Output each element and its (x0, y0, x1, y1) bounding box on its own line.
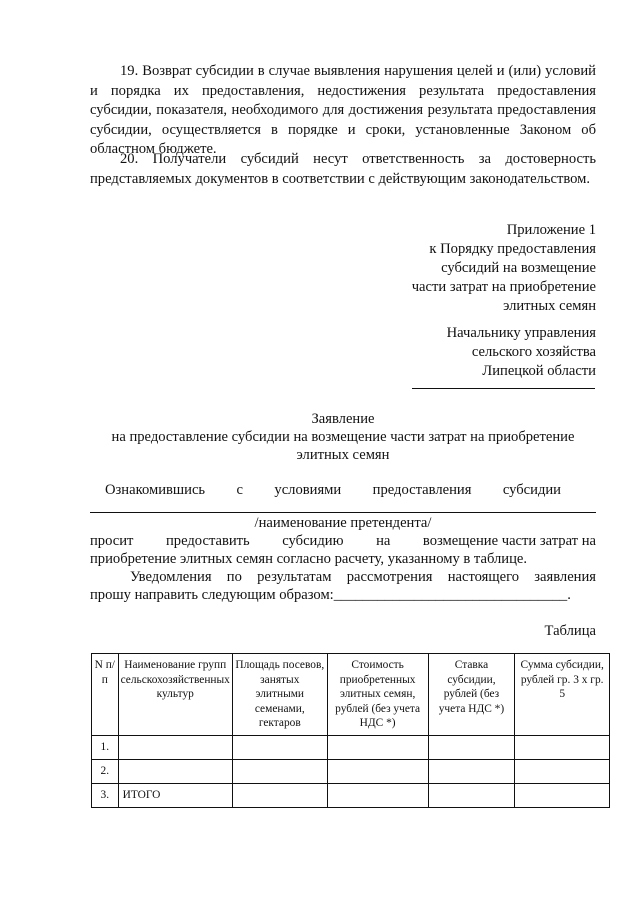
request-word: предоставить (165, 533, 250, 549)
intro-word: предоставления (372, 482, 472, 498)
header-crop-group: Наименование групп сельскохозяйственных культур (118, 654, 232, 736)
area-cell[interactable] (232, 783, 327, 807)
notice-line-2[interactable]: прошу направить следующим образом:________________________________. (90, 587, 571, 603)
statement-subtitle: на предоставление субсидии на возмещение части затрат на приобретение (111, 429, 575, 445)
appendix-header (336, 221, 596, 316)
table-row (92, 783, 610, 807)
request-word: просит (90, 533, 134, 549)
table-row (92, 735, 610, 759)
intro-line (105, 481, 561, 500)
intro-word: Ознакомившись (105, 482, 206, 498)
request-word: на (376, 533, 391, 549)
crop-group-cell[interactable] (118, 735, 232, 759)
notice-line-1: Уведомления по результатам рассмотрения настоящего заявления (130, 569, 596, 585)
sum-cell[interactable] (515, 783, 610, 807)
cost-cell[interactable] (327, 783, 428, 807)
sum-cell[interactable] (515, 735, 610, 759)
cost-cell[interactable] (327, 759, 428, 783)
addressee-signature-line (412, 388, 595, 389)
header-cost: Стоимость приобретенных элитных семян, рублей (без учета НДС *) (327, 654, 428, 736)
addressee-line: Липецкой области (482, 363, 596, 379)
applicant-caption: /наименование претендента/ (254, 515, 432, 531)
rate-cell[interactable] (428, 735, 515, 759)
intro-word: с (236, 482, 243, 498)
area-cell[interactable] (232, 759, 327, 783)
statement-title: Заявление (311, 411, 375, 427)
intro-word: субсидии (502, 482, 561, 498)
header-area: Площадь посевов, занятых элитными семенами, гектаров (232, 654, 327, 736)
appendix-line: субсидий на возмещение (441, 260, 596, 276)
appendix-line: к Порядку предоставления (429, 241, 596, 257)
request-line-2: приобретение элитных семян согласно расчету, указанному в таблице. (90, 551, 528, 567)
paragraph-20: 20. Получатели субсидий несут ответственность за достоверность представляемых документов в соответствии с действующим законодательством. (90, 151, 596, 187)
appendix-line: части затрат на приобретение (411, 279, 596, 295)
area-cell[interactable] (232, 735, 327, 759)
intro-word: условиями (274, 482, 342, 498)
row-number: 2. (92, 759, 119, 783)
cost-cell[interactable] (327, 735, 428, 759)
total-label-cell: ИТОГО (118, 783, 232, 807)
row-number: 3. (92, 783, 119, 807)
header-number: N п/п (92, 654, 119, 736)
crop-group-cell[interactable] (118, 759, 232, 783)
paragraph-19: 19. Возврат субсидии в случае выявления нарушения целей и (или) условий и порядка их предоставления, недостижения результата предоставления субсидии, показателя, необходимого для достижения результата предоставления субсидии, осуществляется в порядке и сроки, установленные Законом об областном бюджете. (90, 63, 596, 157)
appendix-line: Приложение 1 (506, 222, 596, 238)
header-sum: Сумма субсидии, рублей гр. 3 х гр. 5 (515, 654, 610, 736)
table-header-row (92, 654, 610, 736)
addressee-block (336, 324, 596, 381)
rate-cell[interactable] (428, 759, 515, 783)
addressee-line: сельского хозяйства (471, 344, 596, 360)
request-word: субсидию (282, 533, 344, 549)
addressee-line: Начальнику управления (446, 325, 596, 341)
row-number: 1. (92, 735, 119, 759)
request-word: возмещение части затрат на (422, 533, 596, 549)
table-row (92, 759, 610, 783)
appendix-line: элитных семян (503, 298, 596, 314)
rate-cell[interactable] (428, 783, 515, 807)
statement-subtitle-2: элитных семян (296, 447, 390, 463)
header-rate: Ставка субсидии, рублей (без учета НДС *) (428, 654, 515, 736)
sum-cell[interactable] (515, 759, 610, 783)
request-line (90, 532, 596, 551)
subsidy-table (91, 653, 610, 808)
applicant-name-line[interactable] (90, 512, 596, 513)
table-caption: Таблица (544, 623, 596, 639)
